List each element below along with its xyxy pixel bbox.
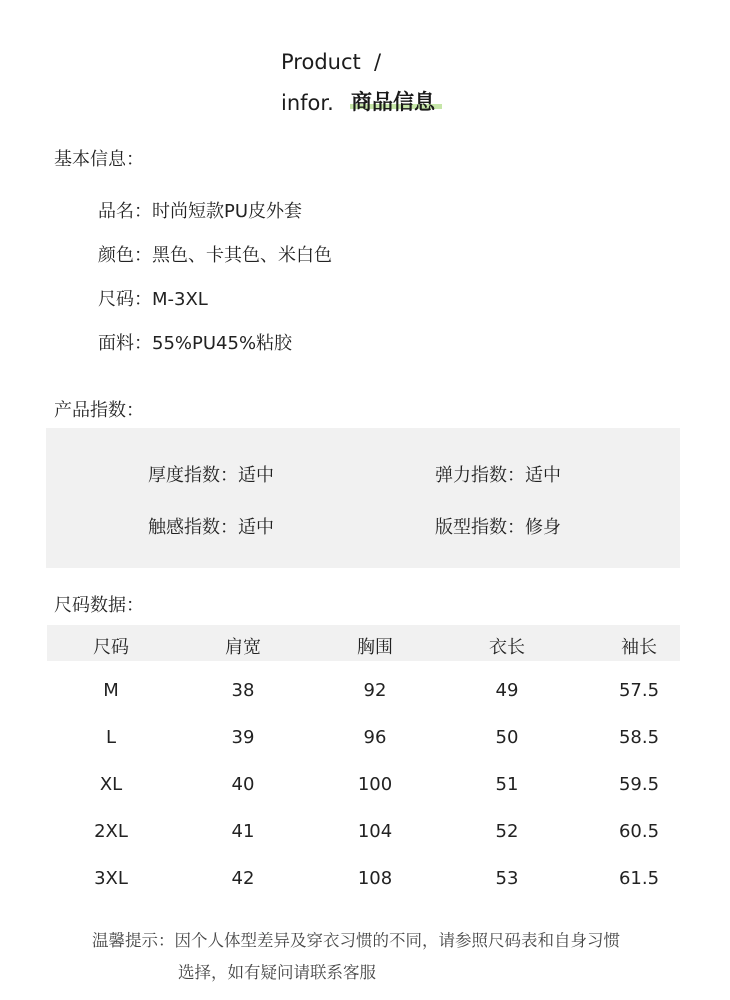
table-cell: 38 [231,680,255,701]
table-cell: 61.5 [618,868,660,889]
index-elasticity [435,461,561,487]
index-touch [148,513,274,539]
info-label: 尺码： [98,289,152,310]
table-cell: 59.5 [618,774,660,795]
table-cell: M [103,680,119,701]
info-value: 时尚短款PU皮外套 [152,201,303,222]
index-label: 版型指数： [435,517,525,538]
column-header-chest: 胸围 [357,637,393,658]
product-index-title: 产品指数： [54,400,144,421]
table-cell: L [105,727,117,748]
table-cell: 50 [495,727,519,748]
info-row-color [98,241,332,267]
table-cell: 40 [231,774,255,795]
table-cell: 57.5 [618,680,660,701]
index-value: 适中 [238,465,274,486]
info-value: M-3XL [152,289,208,310]
table-cell: 96 [363,727,387,748]
table-cell: 3XL [94,868,128,889]
table-cell: 60.5 [618,821,660,842]
info-label: 面料： [98,333,152,354]
table-cell: 100 [357,774,393,795]
table-cell: 52 [495,821,519,842]
info-label: 品名： [98,201,152,222]
table-cell: 2XL [94,821,128,842]
column-header-size: 尺码 [93,637,129,658]
index-label: 弹力指数： [435,465,525,486]
info-row-size [98,285,208,311]
info-value: 黑色、卡其色、米白色 [152,245,332,266]
header-infor-text: infor. [281,91,334,115]
table-cell: 39 [231,727,255,748]
index-value: 适中 [525,465,561,486]
tip-line-2: 选择，如有疑问请联系客服 [178,963,376,982]
header-product-text: Product [281,50,361,74]
table-cell: 108 [357,868,393,889]
column-header-length: 衣长 [489,637,525,658]
column-header-shoulder: 肩宽 [225,637,261,658]
index-thickness [148,461,274,487]
table-cell: 42 [231,868,255,889]
index-label: 厚度指数： [148,465,238,486]
index-value: 适中 [238,517,274,538]
table-cell: 53 [495,868,519,889]
size-data-title: 尺码数据： [54,595,144,616]
product-index-panel [46,428,680,568]
index-label: 触感指数： [148,517,238,538]
table-cell: 41 [231,821,255,842]
table-cell: 104 [357,821,393,842]
table-cell: 49 [495,680,519,701]
header-separator: / [374,50,382,74]
index-fit [435,513,561,539]
table-cell: 92 [363,680,387,701]
table-cell: 58.5 [618,727,660,748]
info-value: 55%PU45%粘胶 [152,333,293,354]
index-value: 修身 [525,517,561,538]
tip-line-1: 温馨提示：因个人体型差异及穿衣习惯的不同，请参照尺码表和自身习惯 [92,931,620,950]
table-cell: XL [99,774,123,795]
table-cell: 51 [495,774,519,795]
info-row-fabric [98,329,292,355]
column-header-sleeve: 袖长 [621,637,657,658]
page-title: 商品信息 [351,90,435,114]
basic-info-title: 基本信息： [54,149,144,170]
info-row-name [98,197,302,223]
info-label: 颜色： [98,245,152,266]
